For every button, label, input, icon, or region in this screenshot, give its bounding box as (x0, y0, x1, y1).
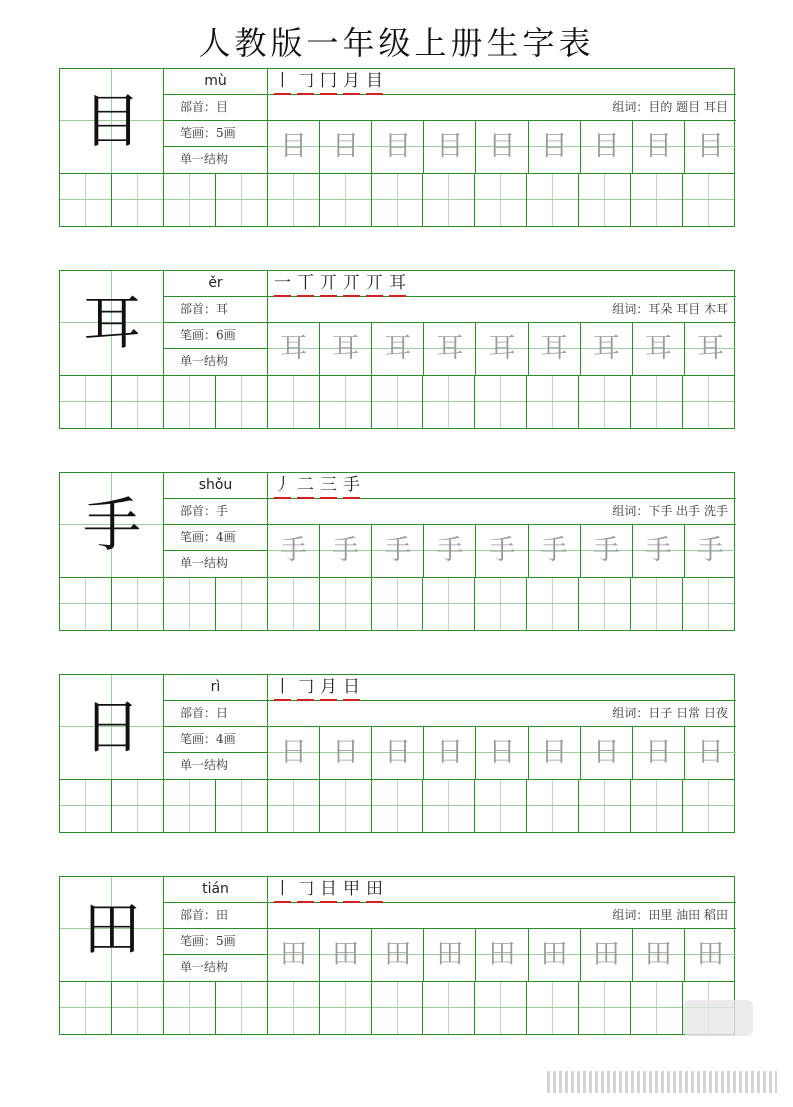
trace-cell[interactable] (684, 323, 736, 375)
trace-cell[interactable] (528, 121, 580, 173)
practice-cell[interactable] (371, 174, 423, 226)
trace-cell[interactable] (684, 929, 736, 981)
trace-character: 田 (436, 939, 464, 970)
trace-character: 日 (436, 737, 464, 768)
trace-character: 日 (592, 737, 620, 768)
trace-cell[interactable] (319, 929, 371, 981)
stroke-count: 笔画：4画 (164, 525, 267, 551)
stroke-step: 𠃌 (297, 69, 314, 95)
practice-cell[interactable] (215, 578, 267, 630)
practice-cell[interactable] (267, 578, 319, 630)
practice-cell[interactable] (474, 174, 526, 226)
trace-character: 手 (644, 535, 672, 566)
practice-cell[interactable] (630, 578, 682, 630)
practice-cell[interactable] (267, 780, 319, 832)
stroke-order (268, 877, 736, 903)
trace-character: 耳 (384, 333, 412, 364)
stroke-step: 手 (343, 473, 360, 499)
practice-cell[interactable] (215, 174, 267, 226)
practice-cell[interactable] (60, 780, 111, 832)
stroke-order (268, 675, 736, 701)
stroke-order (268, 271, 736, 297)
trace-cell[interactable] (475, 525, 527, 577)
stroke-step: 耳 (389, 271, 406, 297)
character-info (164, 473, 268, 577)
large-character-box (60, 675, 164, 779)
practice-cell[interactable] (319, 780, 371, 832)
trace-character: 日 (488, 737, 516, 768)
stroke-count: 笔画：5画 (164, 929, 267, 955)
practice-cell[interactable] (682, 578, 734, 630)
stroke-step: 丌 (320, 271, 337, 297)
practice-cell[interactable] (163, 174, 215, 226)
trace-character: 手 (696, 535, 724, 566)
trace-character: 日 (332, 737, 360, 768)
trace-character: 耳 (436, 333, 464, 364)
trace-character: 耳 (644, 333, 672, 364)
trace-cell[interactable] (475, 929, 527, 981)
practice-cell[interactable] (578, 174, 630, 226)
pinyin: mù (164, 69, 267, 95)
practice-cell[interactable] (111, 578, 163, 630)
trace-cell[interactable] (319, 323, 371, 375)
trace-character: 田 (592, 939, 620, 970)
practice-row (60, 577, 734, 630)
page-title: 人教版一年级上册生字表 (198, 24, 595, 62)
practice-cell[interactable] (60, 376, 111, 428)
trace-character: 耳 (280, 333, 308, 364)
practice-cell[interactable] (578, 578, 630, 630)
stroke-step: 丨 (274, 877, 291, 903)
stroke-step: 𠃌 (297, 675, 314, 701)
practice-cell[interactable] (319, 174, 371, 226)
trace-row (268, 121, 736, 173)
trace-character: 目 (644, 131, 672, 162)
trace-row (268, 525, 736, 577)
stroke-count: 笔画：4画 (164, 727, 267, 753)
trace-character: 日 (696, 737, 724, 768)
trace-cell[interactable] (371, 121, 423, 173)
large-character: 手 (82, 491, 141, 559)
trace-cell[interactable] (423, 929, 475, 981)
trace-character: 目 (280, 131, 308, 162)
trace-cell[interactable] (371, 929, 423, 981)
practice-cell[interactable] (526, 780, 578, 832)
practice-cell[interactable] (578, 982, 630, 1034)
radical: 部首：目 (164, 95, 267, 121)
practice-cell[interactable] (319, 578, 371, 630)
structure: 单一结构 (180, 758, 229, 772)
stroke-step: 𠃌 (297, 877, 314, 903)
practice-cell[interactable] (267, 982, 319, 1034)
stroke-step: 丌 (366, 271, 383, 297)
radical: 部首：田 (164, 903, 267, 929)
stroke-order (268, 473, 736, 499)
trace-character: 目 (592, 131, 620, 162)
trace-cell[interactable] (632, 323, 684, 375)
trace-cell[interactable] (371, 323, 423, 375)
trace-character: 耳 (488, 333, 516, 364)
practice-cell[interactable] (111, 376, 163, 428)
trace-cell[interactable] (475, 323, 527, 375)
character-card (59, 674, 735, 833)
practice-cell[interactable] (474, 578, 526, 630)
practice-cell[interactable] (163, 376, 215, 428)
trace-cell[interactable] (319, 525, 371, 577)
practice-cell[interactable] (422, 578, 474, 630)
trace-cell[interactable] (528, 727, 580, 779)
practice-cell[interactable] (422, 982, 474, 1034)
large-character-box (60, 473, 164, 577)
trace-cell[interactable] (268, 525, 319, 577)
stroke-step: 月 (320, 675, 337, 701)
practice-cell[interactable] (578, 376, 630, 428)
trace-character: 日 (540, 737, 568, 768)
practice-cell[interactable] (526, 174, 578, 226)
practice-cell[interactable] (163, 578, 215, 630)
practice-cell[interactable] (60, 174, 111, 226)
practice-cell[interactable] (474, 376, 526, 428)
trace-cell[interactable] (268, 727, 319, 779)
trace-character: 田 (488, 939, 516, 970)
trace-character: 田 (332, 939, 360, 970)
trace-cell[interactable] (528, 323, 580, 375)
trace-character: 手 (540, 535, 568, 566)
practice-cell[interactable] (319, 376, 371, 428)
trace-cell[interactable] (684, 727, 736, 779)
stroke-step: 三 (320, 473, 337, 499)
practice-cell[interactable] (319, 982, 371, 1034)
stroke-step: 二 (297, 473, 314, 499)
trace-cell[interactable] (580, 323, 632, 375)
trace-character: 耳 (696, 333, 724, 364)
trace-cell[interactable] (528, 929, 580, 981)
practice-cell[interactable] (267, 376, 319, 428)
word-examples: 组词：日子 日常 日夜 (268, 701, 736, 727)
practice-row (60, 375, 734, 428)
trace-cell[interactable] (423, 727, 475, 779)
trace-character: 日 (384, 737, 412, 768)
trace-character: 耳 (540, 333, 568, 364)
practice-cell[interactable] (578, 780, 630, 832)
stroke-step: 月 (343, 69, 360, 95)
trace-cell[interactable] (371, 525, 423, 577)
word-examples: 组词：耳朵 耳目 木耳 (268, 297, 736, 323)
trace-character: 手 (332, 535, 360, 566)
word-examples: 组词：田里 油田 稻田 (268, 903, 736, 929)
word-examples: 组词：目的 题目 耳目 (268, 95, 736, 121)
trace-cell[interactable] (423, 323, 475, 375)
practice-cell[interactable] (111, 982, 163, 1034)
practice-cell[interactable] (474, 780, 526, 832)
practice-cell[interactable] (60, 578, 111, 630)
structure: 单一结构 (180, 152, 229, 166)
trace-cell[interactable] (632, 929, 684, 981)
practice-cell[interactable] (630, 174, 682, 226)
practice-cell[interactable] (526, 376, 578, 428)
radical: 部首：日 (164, 701, 267, 727)
trace-row (268, 323, 736, 375)
trace-cell[interactable] (475, 121, 527, 173)
trace-character: 耳 (592, 333, 620, 364)
stroke-step: 目 (366, 69, 383, 95)
practice-cell[interactable] (422, 174, 474, 226)
watermark-badge (683, 1000, 753, 1036)
trace-character: 目 (332, 131, 360, 162)
practice-row (60, 779, 734, 832)
character-info (164, 877, 268, 981)
trace-cell[interactable] (475, 727, 527, 779)
pinyin: rì (164, 675, 267, 701)
trace-cell[interactable] (423, 525, 475, 577)
trace-character: 目 (436, 131, 464, 162)
practice-cell[interactable] (111, 174, 163, 226)
practice-cell[interactable] (474, 982, 526, 1034)
stroke-step: 甲 (343, 877, 360, 903)
character-card (59, 68, 735, 227)
practice-cell[interactable] (163, 780, 215, 832)
large-character: 日 (82, 693, 141, 761)
practice-row (60, 173, 734, 226)
practice-row (60, 981, 734, 1034)
trace-cell[interactable] (580, 727, 632, 779)
trace-character: 田 (644, 939, 672, 970)
stroke-step: 日 (320, 877, 337, 903)
stroke-step: 丌 (343, 271, 360, 297)
practice-cell[interactable] (422, 780, 474, 832)
trace-character: 手 (592, 535, 620, 566)
stroke-step: 一 (274, 271, 291, 297)
large-character-box (60, 271, 164, 375)
practice-cell[interactable] (630, 376, 682, 428)
watermark-strip (547, 1071, 777, 1093)
stroke-step: 田 (366, 877, 383, 903)
pinyin: ěr (164, 271, 267, 297)
stroke-order (268, 69, 736, 95)
trace-cell[interactable] (632, 121, 684, 173)
character-info (164, 69, 268, 173)
practice-cell[interactable] (526, 578, 578, 630)
trace-row (268, 929, 736, 981)
trace-character: 耳 (332, 333, 360, 364)
trace-character: 田 (280, 939, 308, 970)
trace-cell[interactable] (684, 121, 736, 173)
large-character: 目 (82, 87, 141, 155)
practice-cell[interactable] (60, 982, 111, 1034)
character-card (59, 270, 735, 429)
large-character-box (60, 877, 164, 981)
stroke-step: 丨 (274, 675, 291, 701)
stroke-step: 冂 (320, 69, 337, 95)
trace-cell[interactable] (632, 727, 684, 779)
character-info (164, 675, 268, 779)
practice-cell[interactable] (163, 982, 215, 1034)
trace-cell[interactable] (319, 121, 371, 173)
trace-character: 田 (384, 939, 412, 970)
trace-character: 目 (384, 131, 412, 162)
radical: 部首：手 (164, 499, 267, 525)
trace-cell[interactable] (319, 727, 371, 779)
character-card (59, 876, 735, 1035)
stroke-step: 丅 (297, 271, 314, 297)
trace-character: 目 (488, 131, 516, 162)
trace-character: 目 (540, 131, 568, 162)
structure: 单一结构 (180, 960, 229, 974)
trace-cell[interactable] (684, 525, 736, 577)
character-card (59, 472, 735, 631)
pinyin: tián (164, 877, 267, 903)
practice-cell[interactable] (682, 780, 734, 832)
trace-character: 手 (488, 535, 516, 566)
trace-cell[interactable] (580, 929, 632, 981)
practice-cell[interactable] (682, 376, 734, 428)
trace-cell[interactable] (580, 525, 632, 577)
practice-cell[interactable] (630, 780, 682, 832)
large-character: 田 (82, 895, 141, 963)
practice-cell[interactable] (371, 982, 423, 1034)
practice-cell[interactable] (526, 982, 578, 1034)
practice-cell[interactable] (111, 780, 163, 832)
stroke-step: 丨 (274, 69, 291, 95)
trace-cell[interactable] (632, 525, 684, 577)
stroke-step: 日 (343, 675, 360, 701)
character-info (164, 271, 268, 375)
practice-cell[interactable] (682, 174, 734, 226)
trace-character: 田 (540, 939, 568, 970)
practice-cell[interactable] (215, 982, 267, 1034)
radical: 部首：耳 (164, 297, 267, 323)
trace-character: 手 (384, 535, 412, 566)
trace-character: 目 (696, 131, 724, 162)
practice-cell[interactable] (371, 376, 423, 428)
trace-cell[interactable] (268, 121, 319, 173)
trace-character: 手 (436, 535, 464, 566)
trace-cell[interactable] (423, 121, 475, 173)
practice-cell[interactable] (267, 174, 319, 226)
trace-cell[interactable] (268, 929, 319, 981)
trace-row (268, 727, 736, 779)
practice-cell[interactable] (215, 780, 267, 832)
practice-cell[interactable] (371, 578, 423, 630)
stroke-step: 丿 (274, 473, 291, 499)
trace-character: 日 (280, 737, 308, 768)
trace-character: 田 (696, 939, 724, 970)
large-character-box (60, 69, 164, 173)
trace-cell[interactable] (528, 525, 580, 577)
stroke-count: 笔画：6画 (164, 323, 267, 349)
practice-cell[interactable] (371, 780, 423, 832)
trace-cell[interactable] (371, 727, 423, 779)
trace-character: 日 (644, 737, 672, 768)
structure: 单一结构 (180, 354, 229, 368)
practice-cell[interactable] (422, 376, 474, 428)
trace-character: 手 (280, 535, 308, 566)
practice-cell[interactable] (630, 982, 682, 1034)
trace-cell[interactable] (580, 121, 632, 173)
large-character: 耳 (82, 289, 141, 357)
trace-cell[interactable] (268, 323, 319, 375)
practice-cell[interactable] (215, 376, 267, 428)
pinyin: shǒu (164, 473, 267, 499)
word-examples: 组词：下手 出手 洗手 (268, 499, 736, 525)
stroke-count: 笔画：5画 (164, 121, 267, 147)
structure: 单一结构 (180, 556, 229, 570)
